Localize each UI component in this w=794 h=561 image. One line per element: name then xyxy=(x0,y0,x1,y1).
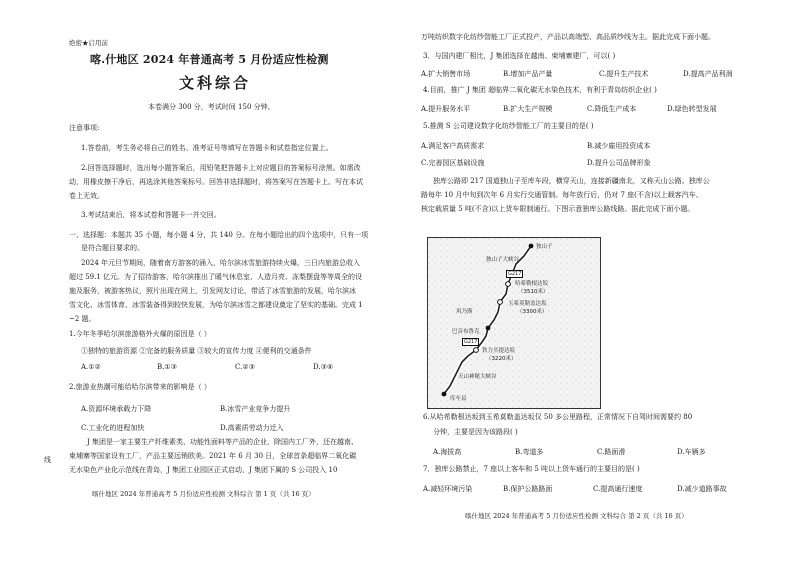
q7-option-a[interactable]: A.减轻环境污染 xyxy=(423,485,473,493)
passage-2-line-1: J 集团是一家主要生产纤维素类、功能性面料等产品的企业，除国内工厂外，还在越南、 xyxy=(87,438,359,446)
notice-2-line-1: 2.回答选择题时，选出每小题答案后，用铅笔把答题卡上对应题目的答案标号涂黑。如需改 xyxy=(81,164,361,172)
passage-1-line-1: 2024 年元旦节期间，随着南方游客的涌入，哈尔滨冰雪旅游持续火爆，三日内旅游总收入 xyxy=(81,259,361,267)
notice-2-line-3: 卷上无效。 xyxy=(69,192,104,200)
q5-option-c[interactable]: C.完善园区基础设施 xyxy=(421,159,485,167)
map-label-yuxi-height: （3300米） xyxy=(517,309,548,315)
subject-title: 文科综合 xyxy=(179,74,252,92)
map-label-dushanzi: 独山子 xyxy=(536,244,553,250)
notice-3: 3.考试结束后，将本试卷和答题卡一并交回。 xyxy=(81,211,221,219)
map-label-gongna: 巩乃斯 xyxy=(456,309,473,315)
notice-1: 1.答卷前，考生务必将自己的姓名、准考证号等填写在答题卡和试卷指定位置上。 xyxy=(81,144,333,152)
q4-option-a[interactable]: A.提升服务水平 xyxy=(421,105,471,113)
notice-2-line-2: 动，用橡皮擦干净后，再选涂其他答案标号。回答非选择题时，将答案写在答题卡上。写在本试 xyxy=(69,178,363,186)
score-note: 本卷满分 300 分，考试时间 150 分钟。 xyxy=(148,103,275,111)
map-label-tieli-height: （3220米） xyxy=(486,356,517,362)
binding-line-mark: 线 xyxy=(44,456,51,464)
duku-highway-map xyxy=(427,237,601,409)
map-road-tag-g217-north: G217 xyxy=(508,271,522,277)
passage-2-line-3: 无水染色产业化示范线在青岛，J 集团工业园区正式启动，J 集团下属的 S 公司投入 10 xyxy=(69,466,338,474)
q6-option-c[interactable]: C.路面滑 xyxy=(597,448,626,456)
q5-option-b[interactable]: B.减少雇用投资成本 xyxy=(587,142,651,150)
secret-label: 绝密★启用前 xyxy=(69,39,108,47)
passage-1-line-5: ~2 题。 xyxy=(69,315,96,323)
q3-option-c[interactable]: C.提升生产技术 xyxy=(599,70,649,78)
q3-option-d[interactable]: D.提高产品利润 xyxy=(683,70,733,78)
q2-option-d[interactable]: D.高素质劳动力迁入 xyxy=(220,424,284,432)
yuxi-pass-marker xyxy=(498,300,503,305)
q1-option-c[interactable]: C.②③ xyxy=(235,363,255,371)
passage-1-line-4: 雪文化、冰雪体育、冰雪装备得到较快发展，为哈尔滨冰雪之都建设奠定了坚实的基础。完成 1 xyxy=(69,301,363,309)
map-label-kuche: 库车县 xyxy=(450,396,467,402)
q6-option-b[interactable]: B.弯道多 xyxy=(515,448,544,456)
q6-option-d[interactable]: D.车辆多 xyxy=(677,448,706,456)
passage-1-line-3: 施及服务，被游客热议，照片出现在网上，引发网友讨论，带活了冰雪旅游的发展，哈尔滨冰 xyxy=(69,287,356,295)
map-label-hasha-height: （3510米） xyxy=(518,289,549,295)
page-1-footer: 喀什地区 2024 年普通高考 5 月份适应性检测 文科综合 第 1 页（共 16 页） xyxy=(92,490,315,498)
q3-option-b[interactable]: B.增加产品产量 xyxy=(503,70,553,78)
question-2: 2.旅游业热潮可能给哈尔滨带来的影响是（ ） xyxy=(69,383,211,391)
q7-option-c[interactable]: C.提高通行速度 xyxy=(593,485,643,493)
map-label-yuxi: 玉希莫勒盖达坂 xyxy=(508,301,547,307)
section-instruction-line-1: 一、选择题：本题共 35 小题，每小题 4 分，共 140 分。在每小题给出的四个选项中，只有一项 xyxy=(69,231,369,239)
passage-1-line-2: 超过 59.1 亿元。为了招待游客，哈尔滨推出了暖气休息室、人造月亮、冻梨摆盘等等周全的设 xyxy=(69,273,363,281)
passage-3-line-3: 核定载质量 5 吨(不含)以上货车限制通行。下图示意独库公路线路。据此完成下面小题。 xyxy=(421,205,695,213)
passage-3-line-2: 路每年 10 月中旬到次年 6 月实行交通管制。每年放行后，仍对 7 座(不含)以上载客汽车、 xyxy=(421,191,703,199)
hasha-pass-marker xyxy=(506,282,511,287)
question-5: 5.推测 S 公司建设数字化纺纱智能工厂的主要目的是( ) xyxy=(423,122,594,130)
question-7: 7．独库公路禁止，7 座以上客车和 5 吨以上货车通行的主要目的是( ) xyxy=(423,465,640,473)
q3-option-a[interactable]: A.扩大销售市场 xyxy=(421,70,471,78)
kuche-marker xyxy=(442,392,447,397)
question-3: 3．与国内建厂相比，J 集团选择在越南、柬埔寨建厂，可以( ) xyxy=(423,52,616,60)
q5-option-a[interactable]: A.满足客户高质需求 xyxy=(421,142,485,150)
notice-heading: 注意事项: xyxy=(69,124,100,132)
map-label-tieli: 铁力买提达坂 xyxy=(482,348,516,354)
q7-option-d[interactable]: D.减少道路事故 xyxy=(677,485,727,493)
route-map-svg xyxy=(428,238,600,408)
map-label-daxiagu: 独山子大峡谷 xyxy=(486,257,520,263)
question-6-line-1: 6.从哈希勒根达坂到玉希莫勒盖达坂仅 50 多公里路程，正常情况下自驾时间需要约 80 xyxy=(423,413,693,421)
tieli-pass-marker xyxy=(474,348,479,353)
bayin-marker xyxy=(486,326,491,331)
q2-option-c[interactable]: C.工业化的进程加快 xyxy=(81,424,145,432)
map-label-bayin: 巴音布鲁克 xyxy=(452,329,480,335)
q1-option-a[interactable]: A.①② xyxy=(81,363,101,371)
map-label-tianshan: 天山神秘大峡谷 xyxy=(458,374,497,380)
q2-option-a[interactable]: A.资源环境承载力下降 xyxy=(81,405,152,413)
question-6-line-2: 分钟，主要是因为该路段( ) xyxy=(433,428,518,436)
q1-option-b[interactable]: B.①③ xyxy=(157,363,177,371)
question-4: 4.目前，推广 J 集团 超临界二氧化碳无水染色技术，有利于青岛纺织企业( ) xyxy=(423,86,657,94)
passage-2-line-2: 柬埔寨等国家设有工厂，产品主要远销欧美。2021 年 6 月 30 日，全球首条超临界二氧化碳 xyxy=(69,452,357,460)
q7-option-b[interactable]: B.保护公路路面 xyxy=(503,485,553,493)
q5-option-d[interactable]: D.提升公司品牌形象 xyxy=(587,159,651,167)
page-2-footer: 喀什地区 2024 年普通高考 5 月份适应性检测 文科综合 第 2 页（共 16 页） xyxy=(465,512,688,520)
q4-option-c[interactable]: C.降低生产成本 xyxy=(587,105,637,113)
q1-option-d[interactable]: D.③④ xyxy=(313,363,334,371)
q2-option-b[interactable]: B.冰雪产业竞争力提升 xyxy=(220,405,291,413)
question-1-statements: ①独特的旅游资源 ②完备的服务质量 ③较大的宣传力度 ④便利的交通条件 xyxy=(81,347,312,355)
map-label-hasha: 哈希勒根达坂 xyxy=(515,281,549,287)
passage-2-continued: 万吨纺织数字化纺纱智能工厂正式投产，产品以高端型、高品质纱线为主。据此完成下面小题。 xyxy=(421,33,715,41)
exam-title: 喀.什地区 2024 年普通高考 5 月份适应性检测 xyxy=(90,53,329,66)
q4-option-b[interactable]: B.扩大生产规模 xyxy=(503,105,553,113)
passage-3-line-1: 独库公路即 217 国道独山子至库车段，横穿天山，连接新疆南北，又称天山公路。独库公 xyxy=(433,177,710,185)
map-road-tag-g217-south: G217 xyxy=(464,339,478,345)
dushanzi-marker xyxy=(529,244,534,249)
question-1: 1.今年冬季哈尔滨旅游格外火爆的原因是（ ） xyxy=(69,330,211,338)
q4-option-d[interactable]: D.绿色转型发展 xyxy=(667,105,717,113)
q6-option-a[interactable]: A.海拔高 xyxy=(433,448,462,456)
section-instruction-line-2: 是符合题目要求的。 xyxy=(81,244,144,252)
